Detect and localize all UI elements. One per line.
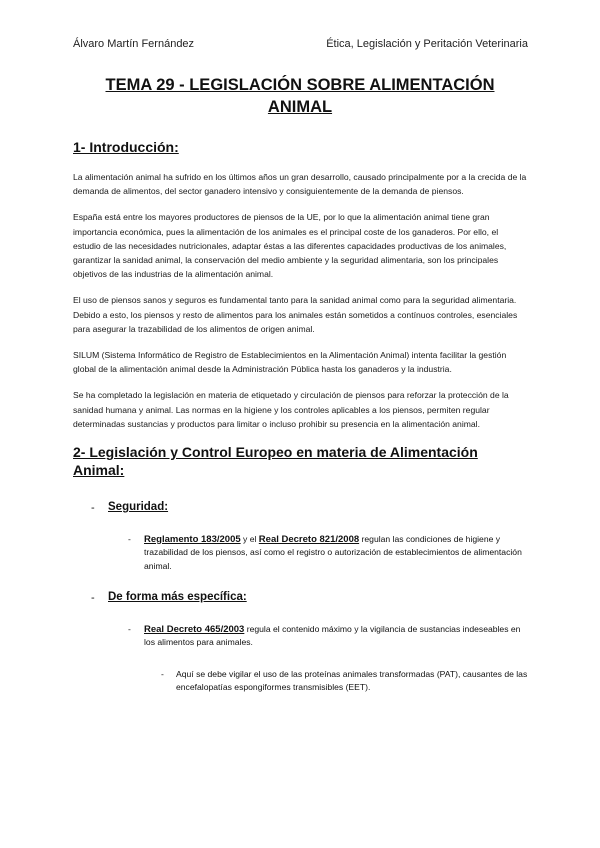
section-heading-legislacion: 2- Legislación y Control Europeo en materia de Alimentación Animal: <box>73 444 478 479</box>
header-author: Álvaro Martín Fernández <box>73 38 195 50</box>
bullet-especifica <box>73 591 528 605</box>
bullet-dash: - <box>128 533 131 544</box>
page-title-line-2: ANIMAL <box>267 98 333 116</box>
paragraph: España está entre los mayores productores de piensos de la UE, por lo que la alimentación animal tiene gran importancia económica, pues la alimentación de los animales es el principal coste de los ganaderos. Por ello, el estudio de las necesidades nutricionales, adaptar éstas a las diferentes capacidades productivas de los animales, garantizar la sanidad animal, la conservación del medio ambiente y la seguridad alimentaria, son los principales objetivos de las industrias de la alimentación animal. <box>73 212 507 280</box>
bullet-label-especifica: De forma más específica: <box>108 591 247 604</box>
page-title <box>0 74 600 118</box>
bullet-dash: - <box>128 623 131 634</box>
bullet-text: regulan las condiciones de higiene y trazabilidad de los piensos, así como el registro o autorización de establecimientos de alimentación animal. <box>144 533 522 571</box>
paragraph: SILUM (Sistema Informático de Registro de Establecimientos en la Alimentación Animal) intenta facilitar la gestión global de la alimentación animal desde la Administración Pública hasta los ganaderos y la industria. <box>73 350 507 375</box>
section-heading-introduccion: 1- Introducción: <box>73 139 179 155</box>
bullet-dash: - <box>161 668 164 679</box>
connector-text: y el <box>240 533 259 544</box>
reference-reglamento-183-2005: Reglamento 183/2005 <box>144 533 241 545</box>
bullet-text: regula el contenido máximo y la vigilancia de sustancias indeseables en los alimentos para animales. <box>144 623 521 648</box>
paragraph: El uso de piensos sanos y seguros es fundamental tanto para la sanidad animal como para la seguridad alimentaria. Debido a esto, los piensos y resto de alimentos para los animales están sometidos a contínuos controles, esenciales para asegurar la trazabilidad de los alimentos de origen animal. <box>73 295 518 334</box>
bullet-text: Aquí se debe vigilar el uso de las proteínas animales transformadas (PAT), causantes de las encefalopatías espongiformes transmisibles (EET). <box>176 668 528 693</box>
paragraph: Se ha completado la legislación en materia de etiquetado y circulación de piensos para reforzar la protección de la sanidad humana y animal. Las normas en la higiene y los controles aplicables a los piensos, permiten regular determinadas sustancias y productos para limitar o incluso prohibir su presencia en la alimentación animal. <box>73 390 509 429</box>
bullet-real-decreto-465 <box>73 623 528 650</box>
bullet-pat <box>73 668 528 695</box>
reference-real-decreto-821-2008: Real Decreto 821/2008 <box>258 533 360 545</box>
header-course: Ética, Legislación y Peritación Veterinaria <box>326 38 528 50</box>
bullet-reglamento-183 <box>73 533 528 574</box>
page-title-line-1: TEMA 29 - LEGISLACIÓN SOBRE ALIMENTACIÓN <box>105 76 495 94</box>
document-body <box>73 138 528 695</box>
bullet-dash: - <box>91 592 95 605</box>
bullet-seguridad <box>73 501 528 515</box>
paragraph: La alimentación animal ha sufrido en los últimos años un gran desarrollo, causado principalmente por a la crecida de la demanda de alimentos, del sector ganadero intensivo y consiguientemente de la demanda de piensos. <box>73 172 527 197</box>
bullet-dash: - <box>91 502 95 515</box>
reference-real-decreto-465-2003: Real Decreto 465/2003 <box>144 623 245 635</box>
bullet-label-seguridad: Seguridad: <box>108 501 169 514</box>
